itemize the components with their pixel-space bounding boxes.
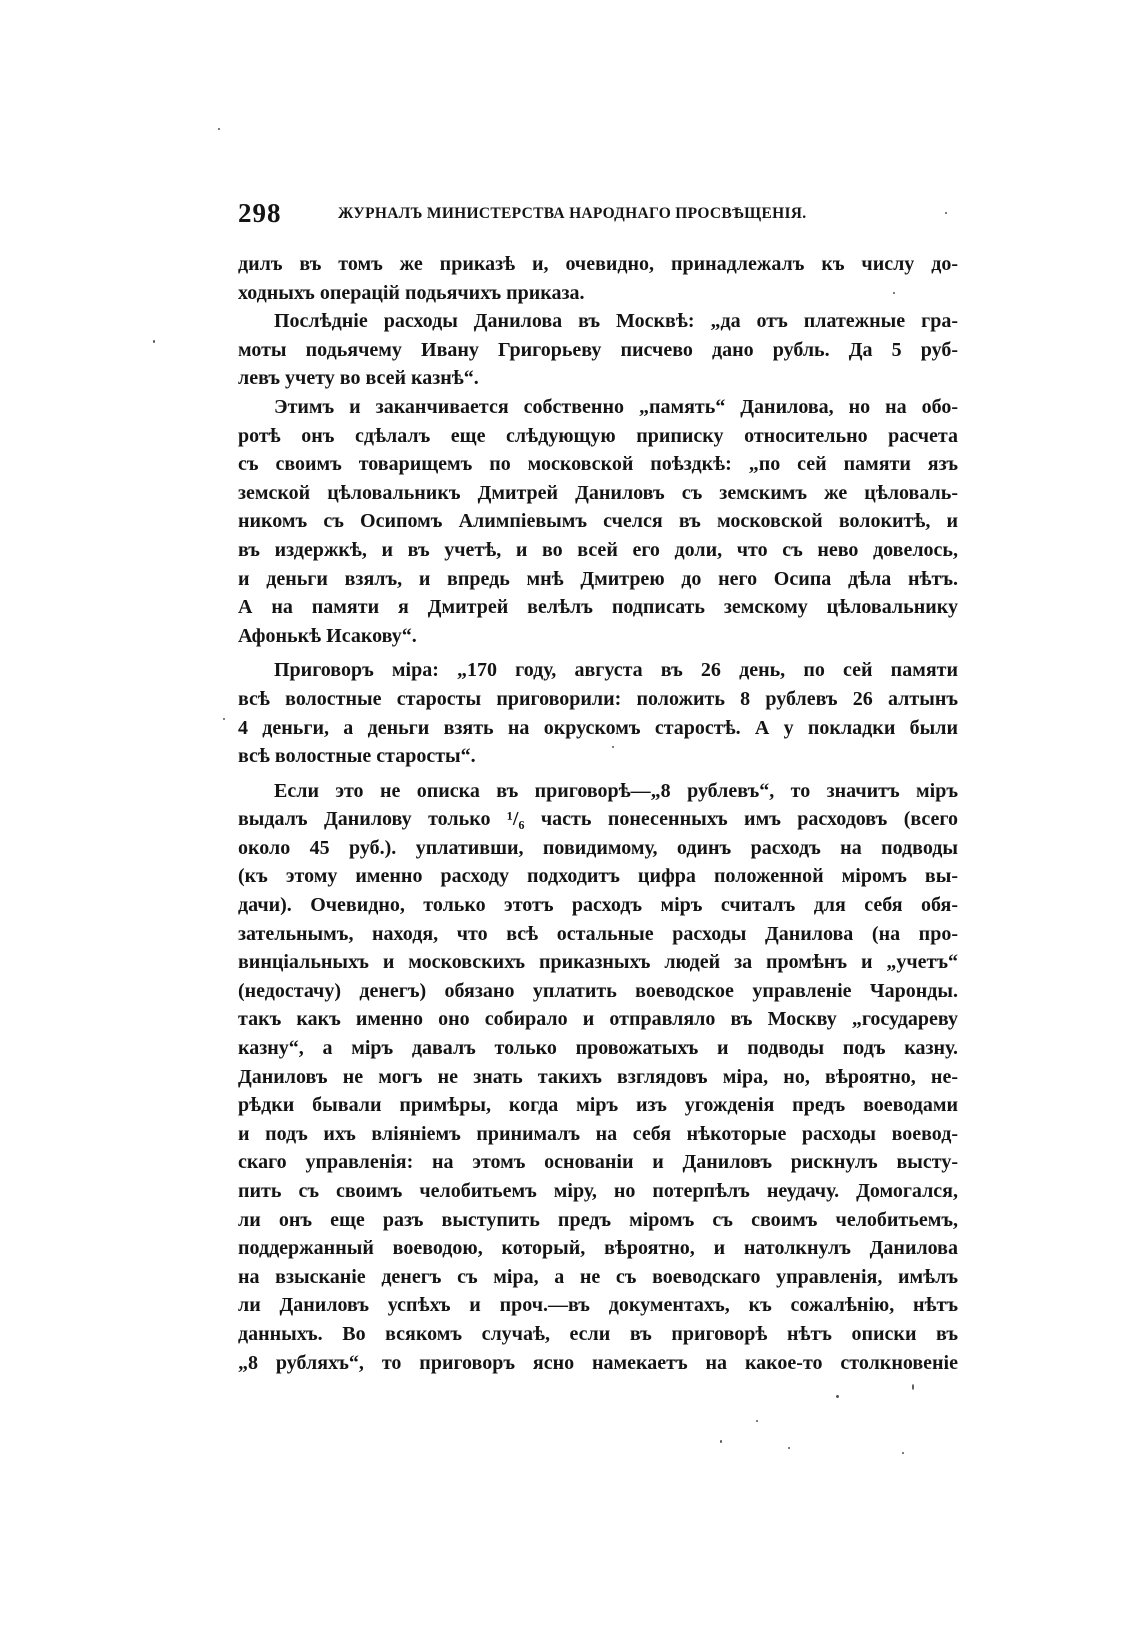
text-line: съ своимъ товарищемъ по московской поѣздкѣ: „по сей памяти язъ xyxy=(238,453,958,476)
text-line: 4 деньги, а деньги взять на окрускомъ старостѣ. А у покладки были xyxy=(238,716,958,739)
scan-speck xyxy=(720,1440,722,1443)
text-line: данныхъ. Во всякомъ случаѣ, если въ приговорѣ нѣтъ описки въ xyxy=(238,1322,958,1345)
text-line: на взысканіе денегъ съ міра, а не съ воеводскаго управленія, имѣлъ xyxy=(238,1265,958,1288)
scan-speck xyxy=(756,1420,758,1422)
text-line: Афонькѣ Исакову“. xyxy=(238,624,417,647)
text-line: Даниловъ не могъ не знать такихъ взглядовъ міра, но, вѣроятно, не- xyxy=(238,1065,958,1088)
text-line: моты подьячему Ивану Григорьеву писчево дано рубль. Да 5 руб- xyxy=(238,338,958,361)
scan-speck xyxy=(223,718,225,720)
text-line: такъ какъ именно оно собирало и отправляло въ Москву „государеву xyxy=(238,1008,958,1031)
scan-speck xyxy=(836,1395,839,1398)
scan-speck xyxy=(912,1384,914,1390)
text-line: всѣ волостные старосты приговорили: положить 8 рублевъ 26 алтынъ xyxy=(238,687,958,710)
scan-speck xyxy=(788,1447,790,1449)
text-line: рѣдки бывали примѣры, когда міръ изъ угожденія предъ воеводами xyxy=(238,1094,958,1117)
text-line: Послѣдніе расходы Данилова въ Москвѣ: „да отъ платежные гра- xyxy=(274,310,958,333)
text-line: ли Даниловъ успѣхъ и проч.—въ документахъ, къ сожалѣнію, нѣтъ xyxy=(238,1294,958,1317)
text-line: (къ этому именно расходу подходитъ цифра положенной міромъ вы- xyxy=(238,865,958,888)
text-line: ротѣ онъ сдѣлалъ еще слѣдующую приписку относительно расчета xyxy=(238,424,958,447)
text-line: поддержанный воеводою, который, вѣроятно, и натолкнулъ Данилова xyxy=(238,1237,958,1260)
text-line: скаго управленія: на этомъ основаніи и Даниловъ рискнулъ высту- xyxy=(238,1151,958,1174)
scan-speck xyxy=(893,292,895,294)
page-number: 298 xyxy=(238,198,282,228)
text-line: левъ учету во всей казнѣ“. xyxy=(238,367,479,390)
scan-speck xyxy=(902,1452,904,1454)
scan-speck xyxy=(153,340,155,343)
text-line: около 45 руб.). уплативши, повидимому, одинъ расходъ на подводы xyxy=(238,836,958,859)
scan-speck xyxy=(945,212,947,214)
text-line: дачи). Очевидно, только этотъ расходъ міръ считалъ для себя обя- xyxy=(238,894,958,917)
text-line: никомъ съ Осипомъ Алимпіевымъ счелся въ московской волокитѣ, и xyxy=(238,510,958,533)
text-line: и деньги взялъ, и впредь мнѣ Дмитрею до него Осипа дѣла нѣтъ. xyxy=(238,567,958,590)
text-line: и подъ ихъ вліяніемъ принималъ на себя нѣкоторые расходы воевод- xyxy=(238,1122,958,1145)
text-line: „8 рубляхъ“, то приговоръ ясно намекаетъ на какое-то столкновеніе xyxy=(238,1351,958,1374)
text-line: казну“, а міръ давалъ только провожатыхъ и подводы подъ казну. xyxy=(238,1037,958,1060)
running-title: ЖУРНАЛЪ МИНИСТЕРСТВА НАРОДНАГО ПРОСВѢЩЕНІЯ. xyxy=(338,205,807,222)
text-line: Этимъ и заканчивается собственно „память“ Данилова, но на обо- xyxy=(274,395,958,418)
page-header xyxy=(238,198,898,234)
body-text xyxy=(238,250,958,1377)
text-line: Приговоръ міра: „170 году, августа въ 26 день, по сей памяти xyxy=(274,659,958,682)
text-line: винціальныхъ и московскихъ приказныхъ людей за промѣнъ и „учетъ“ xyxy=(238,951,958,974)
text-line: дилъ въ томъ же приказѣ и, очевидно, принадлежалъ къ числу до- xyxy=(238,253,958,275)
text-line: всѣ волостные старосты“. xyxy=(238,745,476,768)
text-line: зательнымъ, находя, что всѣ остальные расходы Данилова (на про- xyxy=(238,922,958,945)
text-line: ли онъ еще разъ выступить предъ міромъ съ своимъ челобитьемъ, xyxy=(238,1208,958,1231)
text-line: пить съ своимъ челобитьемъ міру, но потерпѣлъ неудачу. Домогался, xyxy=(238,1180,958,1202)
text-line: въ издержкѣ, и въ учетѣ, и во всей его доли, что съ нево довелось, xyxy=(238,538,958,561)
text-line: Если это не описка въ приговорѣ—„8 рублевъ“, то значитъ міръ xyxy=(274,779,958,802)
text-line: А на памяти я Дмитрей велѣлъ подписать земскому цѣловальнику xyxy=(238,596,958,619)
text-line: земской цѣловальникъ Дмитрей Даниловъ съ земскимъ же цѣловаль- xyxy=(238,481,958,504)
text-line: ходныхъ операцій подьячихъ приказа. xyxy=(238,281,585,304)
scan-speck xyxy=(218,128,220,130)
text-line: выдалъ Данилову только ¹/₆ часть понесенныхъ имъ расходовъ (всего xyxy=(238,808,958,831)
text-line: (недостачу) денегъ) обязано уплатить воеводское управленіе Чаронды. xyxy=(238,979,958,1002)
scan-speck xyxy=(612,746,614,748)
